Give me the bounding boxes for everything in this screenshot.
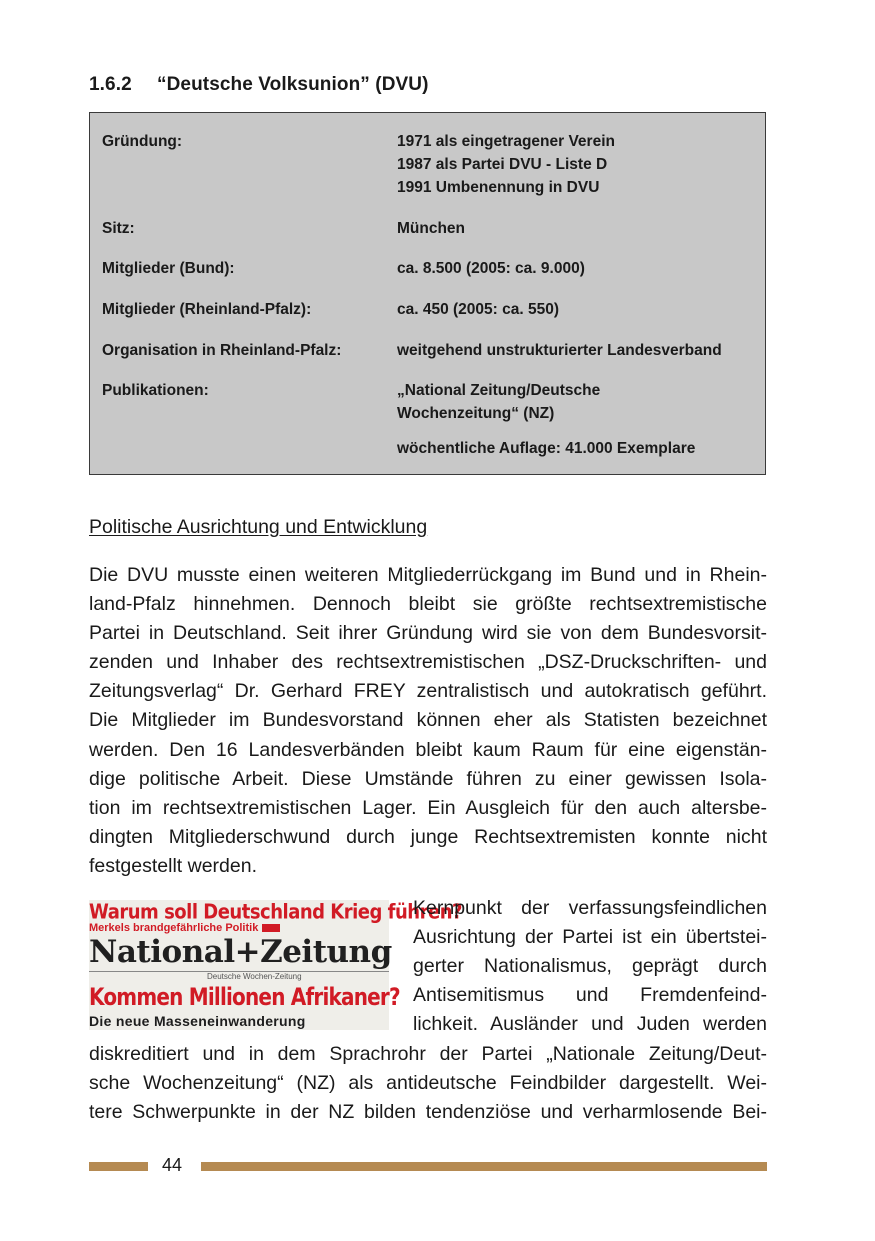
info-value-line: 1971 als eingetragener Verein	[397, 133, 615, 150]
text-line: lichkeit. Ausländer und Juden werden	[413, 1013, 767, 1036]
info-value-line: 1987 als Partei DVU - Liste D	[397, 156, 608, 173]
text-line: gerter Nationalismus, geprägt durch	[413, 955, 767, 978]
info-value	[397, 257, 767, 280]
info-label: Gründung:	[102, 133, 183, 150]
info-label: Sitz:	[102, 220, 135, 237]
info-value-line: ca. 450 (2005: ca. 550)	[397, 301, 560, 318]
footer-accent-bar-right	[201, 1162, 767, 1171]
text-line: tere Schwerpunkte in der NZ bilden tendenziöse und verharmlosende Bei-	[89, 1101, 767, 1124]
info-label: Organisation in Rheinland-Pfalz:	[102, 342, 342, 359]
info-value	[397, 130, 767, 199]
text-line: werden. Den 16 Landesverbänden bleibt kaum Raum für eine eigenstän-	[89, 738, 767, 761]
body-paragraph-2-full	[89, 1040, 767, 1127]
newspaper-subline-text: Merkels brandgefährliche Politik	[89, 922, 259, 934]
newspaper-clipping-image	[89, 900, 462, 1030]
info-label: Mitglieder (Rheinland-Pfalz):	[102, 301, 312, 318]
text-line: dige politische Arbeit. Diese Umstände führen zu einer gewissen Isola-	[89, 767, 767, 790]
info-value-line: ca. 8.500 (2005: ca. 9.000)	[397, 260, 585, 277]
info-value-line: 1991 Umbenennung in DVU	[397, 179, 600, 196]
newspaper-masthead: National+Zeitung	[89, 934, 392, 970]
text-line: zenden und Inhaber des rechtsextremistischen „DSZ-Druckschriften- und	[89, 651, 767, 674]
text-line: festgestellt werden.	[89, 854, 258, 877]
section-heading	[89, 74, 429, 96]
newspaper-subline	[89, 922, 280, 934]
info-label: Publikationen:	[102, 382, 209, 399]
text-line: Die DVU musste einen weiteren Mitgliederrückgang im Bund und in Rhein-	[89, 564, 767, 586]
info-value-line: weitgehend unstrukturierter Landesverband	[397, 342, 722, 359]
text-line: Zeitungsverlag“ Dr. Gerhard FREY zentralistisch und autokratisch geführt.	[89, 680, 767, 703]
text-line: land-Pfalz hinnehmen. Dennoch bleibt sie größte rechtsextremistische	[89, 593, 767, 616]
footer-accent-bar-left	[89, 1162, 148, 1171]
info-value-line: München	[397, 220, 466, 237]
text-line: tion im rechtsextremistischen Lager. Ein Ausgleich für den auch altersbe-	[89, 796, 767, 819]
newspaper-headline-top: Warum soll Deutschland Krieg führen?	[89, 900, 462, 925]
newspaper-tag-icon	[262, 924, 280, 932]
info-value-line: wöchentliche Auflage: 41.000 Exemplare	[397, 440, 696, 457]
section-title: “Deutsche Volksunion” (DVU)	[157, 74, 429, 95]
subsection-heading: Politische Ausrichtung und Entwicklung	[89, 516, 428, 538]
body-paragraph-1	[89, 561, 767, 881]
info-value	[397, 437, 767, 460]
text-line: Antisemitismus und Fremdenfeind-	[413, 984, 767, 1007]
text-line: dingten Mitgliederschwund durch junge Rechtsextremisten konnte nicht	[89, 825, 767, 848]
info-value-line: „National Zeitung/Deutsche	[397, 382, 601, 399]
text-line: sche Wochenzeitung“ (NZ) als antideutsche Feindbilder dargestellt. Wei-	[89, 1072, 767, 1095]
newspaper-masthead-sub	[89, 971, 389, 982]
body-paragraph-2-side	[413, 894, 767, 1039]
text-line: Die Mitglieder im Bundesvorstand können eher als Statisten bezeichnet	[89, 709, 767, 732]
text-line: diskreditiert und in dem Sprachrohr der Partei „Nationale Zeitung/Deut-	[89, 1043, 767, 1065]
info-value	[397, 379, 767, 425]
info-value	[397, 217, 767, 240]
page-number: 44	[162, 1155, 183, 1175]
info-label: Mitglieder (Bund):	[102, 260, 235, 277]
text-line: Partei in Deutschland. Seit ihrer Gründung wird sie von dem Bundesvorsit-	[89, 622, 767, 645]
party-info-box	[89, 112, 766, 475]
text-line: Kernpunkt der verfassungsfeindlichen	[413, 897, 767, 919]
newspaper-headline-bottom: Die neue Masseneinwanderung	[89, 1013, 306, 1029]
newspaper-masthead-sub-text: Deutsche Wochen-Zeitung	[207, 972, 302, 981]
text-line: Ausrichtung der Partei ist ein übertstei-	[413, 926, 767, 949]
info-value	[397, 339, 767, 362]
info-value	[397, 298, 767, 321]
info-value-line: Wochenzeitung“ (NZ)	[397, 405, 555, 422]
section-number: 1.6.2	[89, 74, 132, 95]
newspaper-headline-main: Kommen Millionen Afrikaner?	[89, 982, 400, 1011]
